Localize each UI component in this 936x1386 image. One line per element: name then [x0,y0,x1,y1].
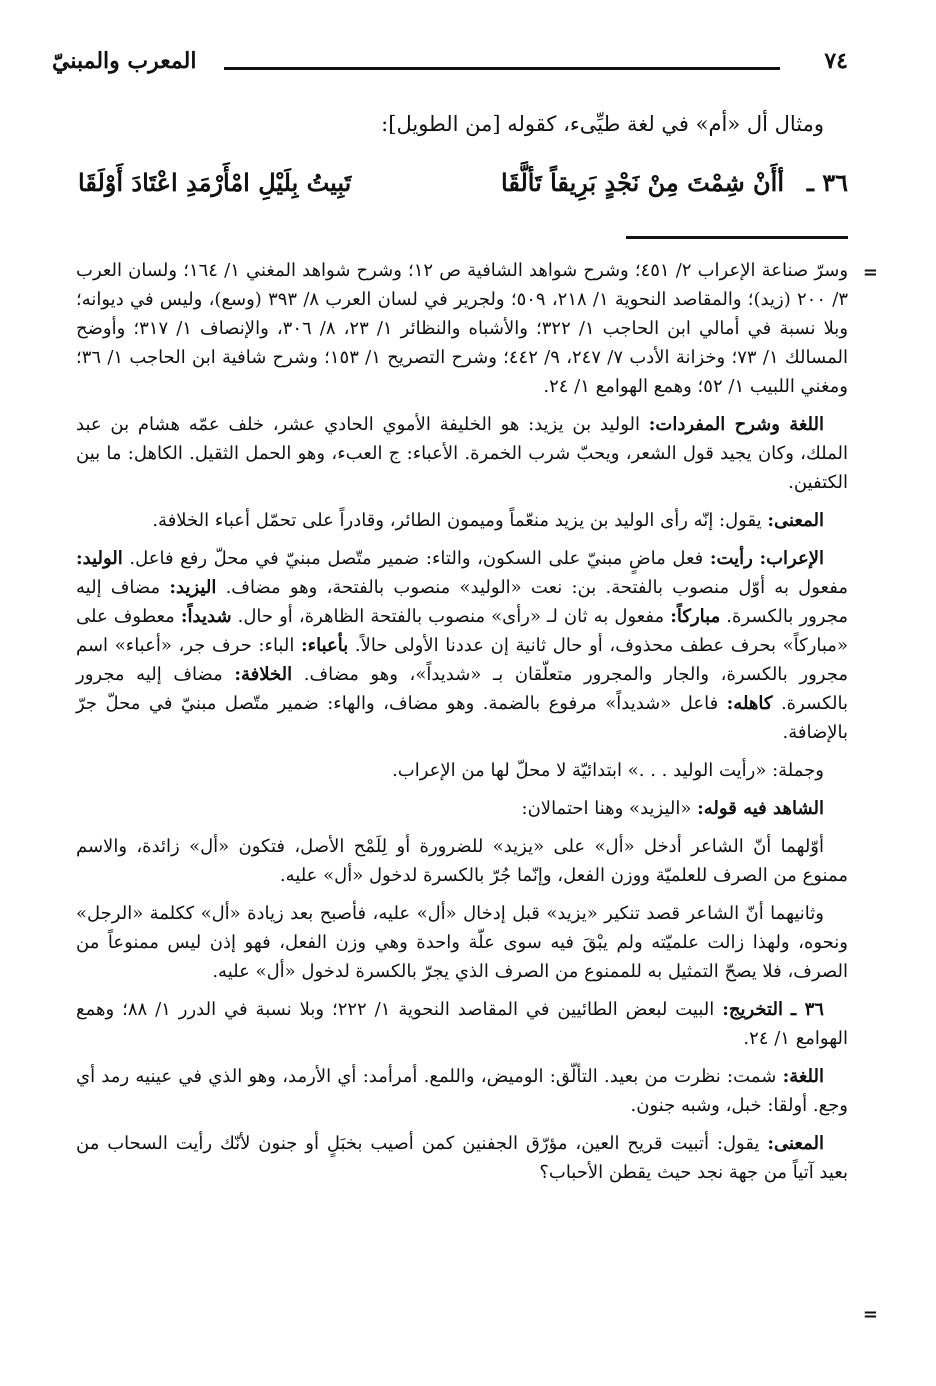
lugha2-text: شمت: نظرت من بعيد. التألّق: الوميض، واللمع. أمرأمد: أي الأرمد، وهو الذي في عينيه رمد أي وجع. أولقا: خبل، وشبه جنون. [76,1066,848,1116]
header-rule [224,67,780,70]
continuation-mark-top: = [862,262,878,283]
shahid-paragraph [76,794,848,823]
intro-line: ومثال أل «أم» في لغة طيِّىء، كقوله [من الطويل]: [381,112,824,136]
lugha-label: اللغة وشرح المفردات: [648,414,824,435]
irab-segment: مفعول به ثان لـ «رأى» منصوب بالفتحة الظاهرة، أو حال. [237,606,665,627]
page-number: ٧٤ [824,48,848,74]
irab-label: الإعراب: [759,548,824,569]
irab-term: الوليد: [76,548,123,569]
running-title: المعرب والمبنيّ [52,48,197,74]
irab-term: اليزيد: [169,577,217,598]
irab-segment: الباء: حرف جر، «أعباء» اسم مجرور بالكسرة، والجار والمجرور متعلّقان بـ «شديداً»، وهو مضاف. [76,635,848,685]
irab-segment: مضاف إليه مجرور بالكسرة. [76,664,848,714]
maana2-text: يقول: أتبيت قريح العين، مؤرّق الجفنين كمن أصيب بخبَلٍ أو جنون لأنّك رأيت السحاب من بعيد آتياً من جهة نجد حيث يقطن الأحباب؟ [76,1133,848,1183]
shahid-label: الشاهد فيه قوله: [697,798,824,819]
maana-text: يقول: إنّه رأى الوليد بن يزيد منعّماً وميمون الطائر، وقادراً على تحمّل أعباء الخلافة. [152,510,762,531]
verse [78,168,848,212]
verse-number: ٣٦ ـ [806,168,848,197]
irab-segment: فعل ماضٍ مبنيّ على السكون، والتاء: ضمير متّصل مبنيّ في محلّ رفع فاعل. [129,548,704,569]
irab-term: رأيت: [709,548,753,569]
maana-paragraph [76,506,848,535]
irab-term: شديداً: [180,606,232,627]
verse-second-hemistich: تَبِيتُ بِلَيْلِ امْأَرْمَدِ اعْتَادَ أَوْلَقَا [78,168,352,197]
takhrij-paragraph [76,995,848,1053]
irab-segment: فاعل «شديداً» مرفوع بالضمة. وهو مضاف، والهاء: ضمير متّصل مبنيّ في محلّ جرّ بالإضافة. [76,693,848,743]
irab-term: بأعباء: [301,635,349,656]
shahid-text: «اليزيد» وهنا احتمالان: [521,798,692,819]
irab-segment: مفعول به أوّل منصوب بالفتحة. بن: نعت «الوليد» منصوب بالفتحة، وهو مضاف. [225,577,848,598]
lugha-text: الوليد بن يزيد: هو الخليفة الأموي الحادي عشر، خلف عمّه هشام بن عبد الملك، وكان يجيد قول الشعر، ويحبّ شرب الخمرة. الأعباء: ج العبء، وهو الحمل الثقيل. الكاهل: ما بين الكتفين. [76,414,848,493]
continuation-mark-bottom: = [862,1304,878,1325]
lugha2-label: اللغة: [782,1066,824,1087]
irab-term: مباركاً: [670,606,721,627]
maana-label: المعنى: [767,510,824,531]
takhrij-number: ٣٦ ـ [790,999,824,1020]
takhrij-text: البيت لبعض الطائيين في المقاصد النحوية ١/ ٢٢٢؛ وبلا نسبة في الدرر ١/ ٨٨؛ وهمع الهوامع ١/ ٢٤. [76,999,848,1049]
footnotes [76,256,848,1196]
footnote-rule [626,236,848,239]
maana2-label: المعنى: [767,1133,824,1154]
irab-segment: معطوف على «مباركاً» بحرف عطف محذوف، أو حال ثانية إن عددنا الأولى حالاً. [76,606,848,656]
verse-first-hemistich: أأَنْ شِمْتَ مِنْ نَجْدٍ بَرِيقاً تَألَّقَا [501,168,784,197]
jumla-paragraph: وجملة: «رأيت الوليد . . .» ابتدائيّة لا محلّ لها من الإعراب. [392,760,824,781]
irab-term: الخلافة: [234,664,293,685]
irab-segment: مضاف إليه مجرور بالكسرة. [76,577,848,627]
page-header [52,44,848,84]
irab-paragraph [76,544,848,747]
first-possibility-paragraph: أوّلهما أنّ الشاعر أدخل «أل» على «يزيد» للضرورة أو لِلَمْح الأصل، فتكون «أل» زائدة، والاسم ممنوع من الصرف للعلميّة ووزن الفعل، وإنّما جُرّ بالكسرة لدخول «أل» عليه. [76,836,848,886]
sources-paragraph: وسرّ صناعة الإعراب ٢/ ٤٥١؛ وشرح شواهد الشافية ص ١٢؛ وشرح شواهد المغني ١/ ١٦٤؛ ولسان العرب ٣/ ٢٠٠ (زيد)؛ والمقاصد النحوية ١/ ٢١٨، ٥٠٩؛ ولجرير في لسان العرب ٨/ ٣٩٣ (وسع)، وليس في ديوانه؛ وبلا نسبة في أمالي ابن الحاجب ١/ ٣٢٢؛ والأشباه والنظائر ١/ ٢٣، ٨/ ٣٠٦، والإنصاف ١/ ٣١٧؛ وأوضح المسالك ١/ ٧٣؛ وخزانة الأدب ٧/ ٢٤٧، ٩/ ٤٤٢؛ وشرح التصريح ١/ ١٥٣؛ وشرح شافية ابن الحاجب ١/ ٣٦؛ ومغني اللبيب ١/ ٥٢؛ وهمع الهوامع ١/ ٢٤. [76,260,849,397]
lugha-paragraph [76,410,848,497]
takhrij-label: التخريج: [722,999,783,1020]
maana2-paragraph [76,1129,848,1187]
lugha2-paragraph [76,1062,848,1120]
irab-term: كاهله: [726,693,773,714]
second-possibility-paragraph: وثانيهما أنّ الشاعر قصد تنكير «يزيد» قبل إدخال «أل» عليه، فأصبح بعد زيادة «أل» ككلمة «الرجل» ونحوه، ولهذا زالت علميّته ولم يبْقَ فيه سوى علّة واحدة وهي وزن الفعل، فهو إذن ليس ممنوعاً من الصرف، فلا يصحّ التمثيل به للممنوع من الصرف الذي يجرّ بالكسرة لدخول «أل» عليه. [76,903,848,982]
